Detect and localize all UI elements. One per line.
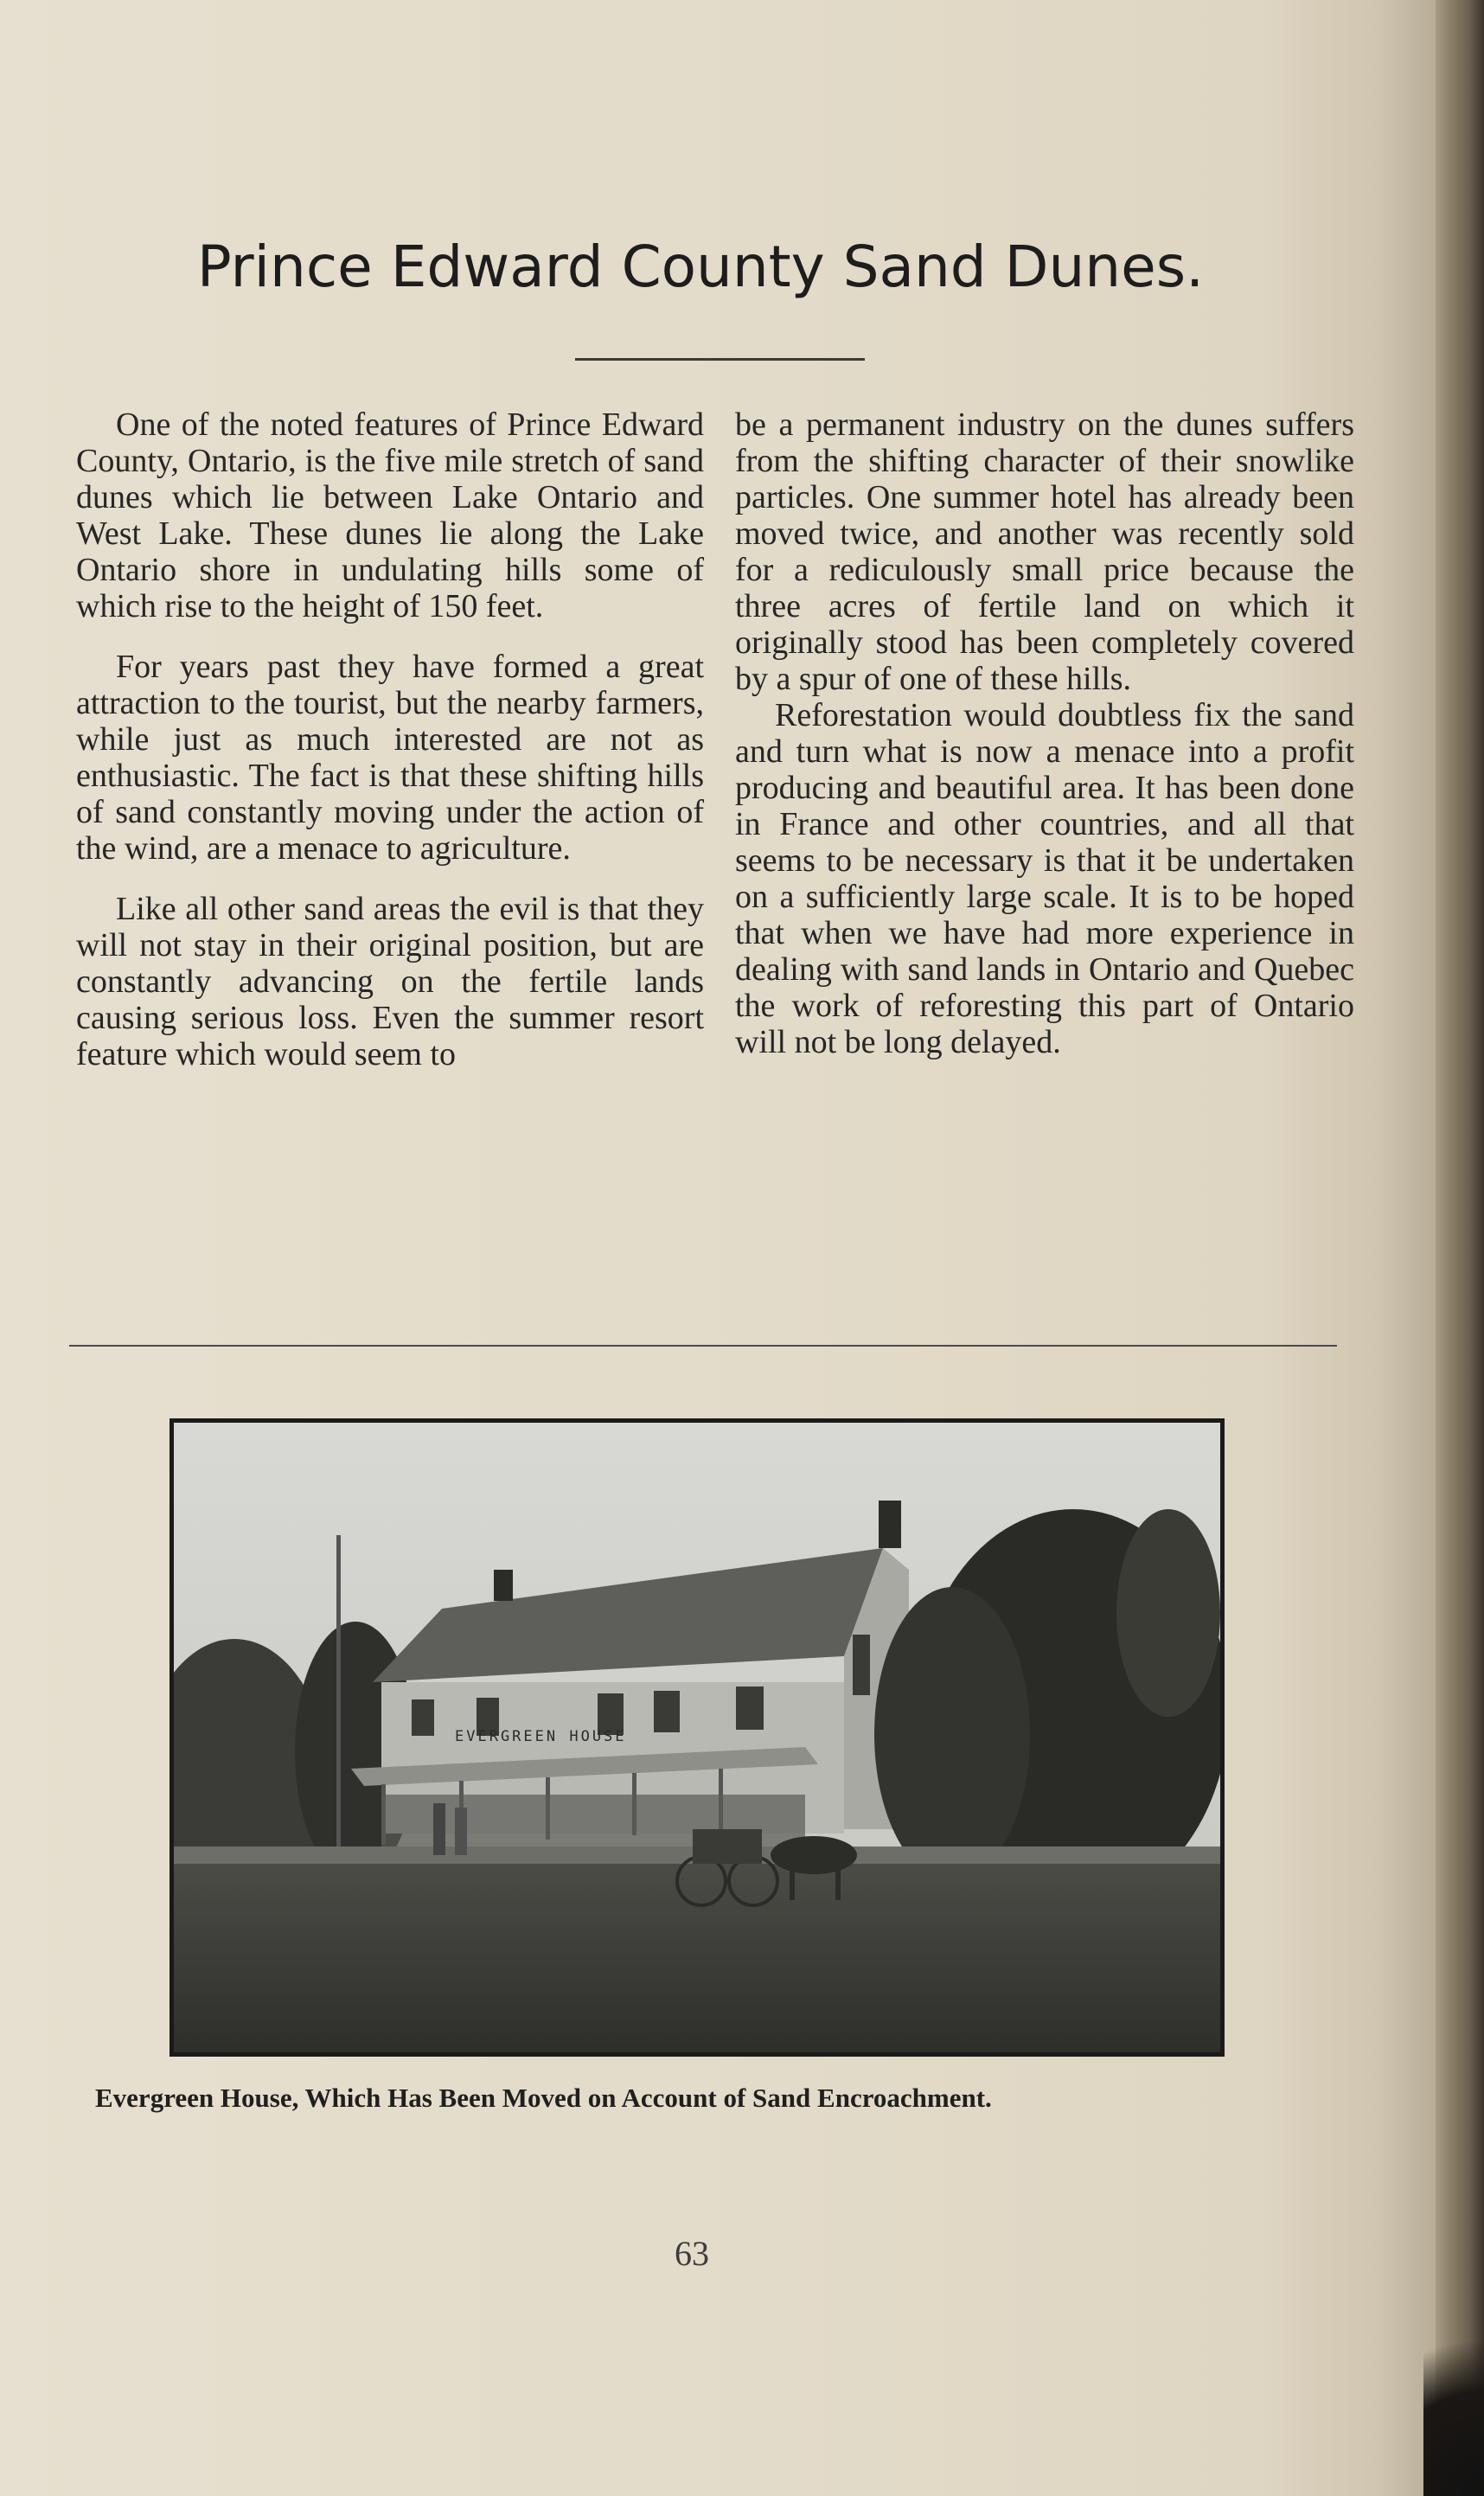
page-number: 63 (675, 2234, 709, 2273)
left-paragraph-1: One of the noted features of Prince Edward County, Ontario, is the five mile stretch of sand dunes which lie between Lake Ontario and West Lake. These dunes lie along the Lake Ontario shore in undulating hills some of which rise to the height of 150 feet. (76, 406, 704, 624)
page-binding-edge (1436, 0, 1484, 2496)
corner-shadow (1423, 2297, 1484, 2496)
left-paragraph-3: Like all other sand areas the evil is that they will not stay in their original position, but are constantly advancing on the fertile lands causing serious loss. Even the summer resort feature which would seem to (76, 891, 704, 1072)
photo-illustration (174, 1423, 1220, 2052)
left-text-column (76, 406, 704, 1072)
section-divider (69, 1345, 1337, 1347)
hotel-sign-text: EVERGREEN HOUSE (455, 1728, 627, 1745)
article-title: Prince Edward County Sand Dunes. (196, 234, 1205, 300)
right-text-column (735, 406, 1354, 1060)
photo-caption: Evergreen House, Which Has Been Moved on Account of Sand Encroachment. (95, 2083, 992, 2113)
right-paragraph-1: be a permanent industry on the dunes suffers from the shifting character of their snowlike particles. One summer hotel has already been moved twice, and another was recently sold for a rediculously small price because the three acres of fertile land on which it originally stood has been completely covered by a spur of one of these hills. (735, 406, 1354, 697)
right-paragraph-2: Reforestation would doubtless fix the sand and turn what is now a menace into a profit producing and beautiful area. It has been done in France and other countries, and all that seems to be necessary is that it be undertaken on a sufficiently large scale. It is to be hoped that when we have had more experience in dealing with sand lands in Ontario and Quebec the work of reforesting this part of Ontario will not be long delayed. (735, 697, 1354, 1060)
left-paragraph-2: For years past they have formed a great attraction to the tourist, but the nearby farmers, while just as much interested are not as enthusiastic. The fact is that these shifting hills of sand constantly moving under the action of the wind, are a menace to agriculture. (76, 649, 704, 867)
evergreen-house-photo (170, 1418, 1225, 2057)
title-underline-rule (575, 358, 865, 361)
